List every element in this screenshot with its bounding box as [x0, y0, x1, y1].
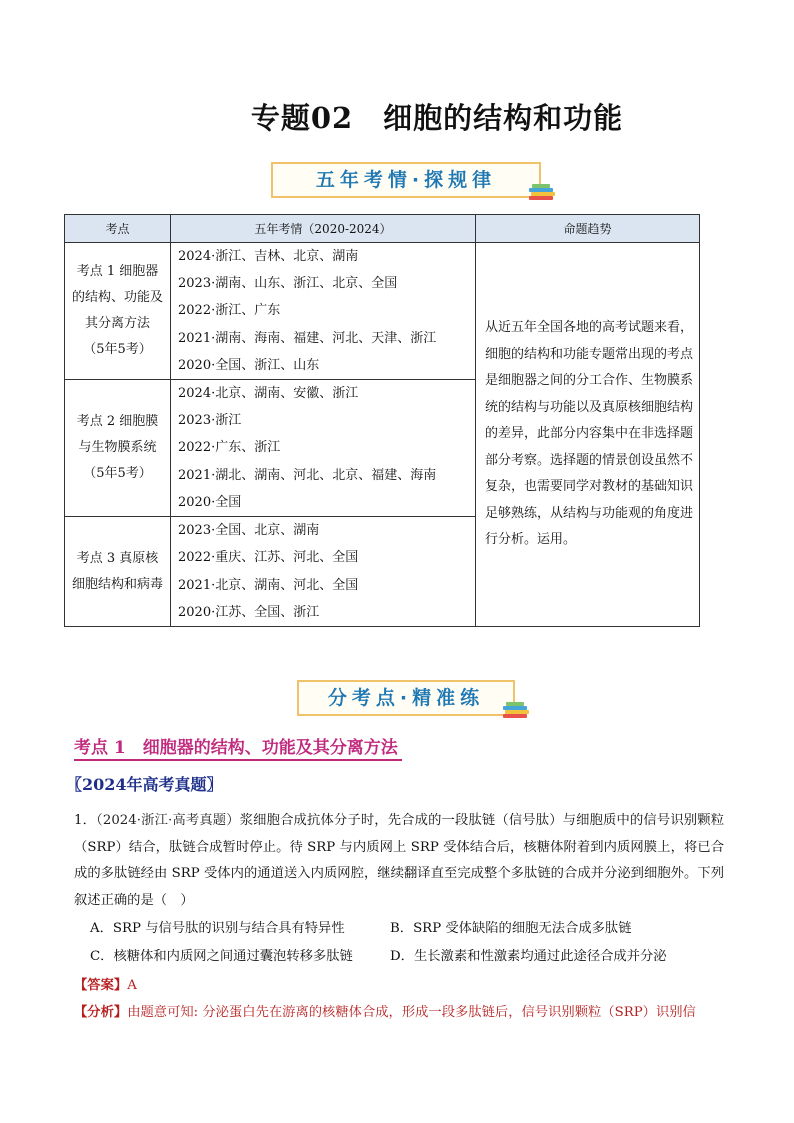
- header-years: 五年考情（2020-2024）: [171, 215, 476, 243]
- trend-text: 从近五年全国各地的高考试题来看，细胞的结构和功能专题常出现的考点是细胞器之间的分工合作、生物膜系统的结构与功能以及真原核细胞结构的差异，此部分内容集中在非选择题部分考察。选择题的情景创设虽然不复杂，也需要同学对教材的基础知识足够熟练，从结构与功能观的角度进行分析。运用。: [485, 320, 694, 548]
- option-b: B．SRP 受体缺陷的细胞无法合成多肽链: [390, 921, 632, 936]
- banner-five-year: [271, 162, 541, 198]
- year-line: 2021·湖南、海南、福建、河北、天津、浙江: [178, 330, 437, 346]
- kd-label: 考点 3 真原核细胞结构和病毒: [71, 550, 163, 592]
- header-trend: 命题趋势: [476, 215, 700, 243]
- answer-value: A: [127, 978, 137, 993]
- answer-label: 【答案】: [74, 978, 128, 993]
- year-line: 2023·全国、北京、湖南: [178, 523, 320, 539]
- year-line: 2022·广东、浙江: [178, 440, 281, 456]
- year-line: 2024·浙江、吉林、北京、湖南: [178, 249, 359, 264]
- banner-label: 分考点·精准练: [327, 687, 485, 709]
- year-line: 2023·湖南、山东、浙江、北京、全国: [178, 276, 398, 292]
- question-stem: [74, 808, 724, 914]
- option-c: C．核糖体和内质网之间通过囊泡转移多肽链: [90, 949, 353, 964]
- header-kd: 考点: [65, 215, 171, 243]
- option-a: A．SRP 与信号肽的识别与结合具有特异性: [90, 921, 345, 936]
- years-cell: [171, 243, 476, 380]
- page-title: 专题02 细胞的结构和功能: [250, 101, 624, 135]
- year-line: 2020·全国: [178, 494, 242, 510]
- sub-title: 〖2024年高考真题〗: [66, 775, 223, 794]
- question-number: 1．: [74, 813, 97, 828]
- year-line: 2023·浙江: [178, 413, 242, 429]
- kd-cell: [65, 243, 171, 380]
- kd-cell: [65, 517, 171, 627]
- table-header-row: [65, 215, 700, 243]
- banner-label: 五年考情·探规律: [315, 169, 497, 191]
- table-row: [65, 243, 700, 380]
- year-line: 2021·北京、湖南、河北、全国: [178, 577, 359, 593]
- kd-cell: [65, 380, 171, 517]
- analysis-label: 【分析】: [74, 1005, 128, 1020]
- question-text: 浆细胞合成抗体分子时，先合成的一段肽链（信号肽）与细胞质中的信号识别颗粒（SRP）结合，肽链合成暂时停止。待 SRP 与内质网上 SRP 受体结合后，核糖体附着到内质网膜上，将已合成的多肽链经由 SRP 受体内的通道送入内质网腔，继续翻译直至完成整个多肽链的合成并分泌到细胞外。下列叙述正确的是（ ）: [74, 813, 724, 908]
- option-d: D．生长激素和性激素均通过此途径合成并分泌: [390, 949, 667, 964]
- analysis-text: 由题意可知: 分泌蛋白先在游离的核糖体合成，形成一段多肽链后，信号识别颗粒（SRP）识别信: [127, 1005, 696, 1020]
- years-cell: [171, 380, 476, 517]
- section-title: 考点 1 细胞器的结构、功能及其分离方法: [74, 733, 402, 761]
- kd-label: 考点 1 细胞器的结构、功能及其分离方法: [71, 264, 163, 331]
- analysis: [74, 1001, 734, 1020]
- answer: [74, 974, 137, 993]
- year-line: 2020·江苏、全国、浙江: [178, 604, 320, 620]
- year-line: 2024·北京、湖南、安徽、浙江: [178, 386, 359, 402]
- year-line: 2022·浙江、广东: [178, 303, 281, 319]
- books-icon: [529, 184, 555, 200]
- banner-practice: [297, 680, 515, 716]
- exam-trend-table: [64, 214, 700, 627]
- year-line: 2022·重庆、江苏、河北、全国: [178, 550, 359, 566]
- question-source: （2024·浙江·高考真题）: [96, 813, 240, 828]
- kd-count: （5年5考）: [83, 466, 152, 482]
- books-icon: [503, 702, 529, 718]
- year-line: 2020·全国、浙江、山东: [178, 357, 320, 373]
- year-line: 2021·湖北、湖南、河北、北京、福建、海南: [178, 467, 437, 483]
- kd-count: （5年5考）: [83, 342, 152, 357]
- kd-label: 考点 2 细胞膜与生物膜系统: [76, 414, 159, 456]
- years-cell: [171, 517, 476, 627]
- trend-cell: [476, 243, 700, 627]
